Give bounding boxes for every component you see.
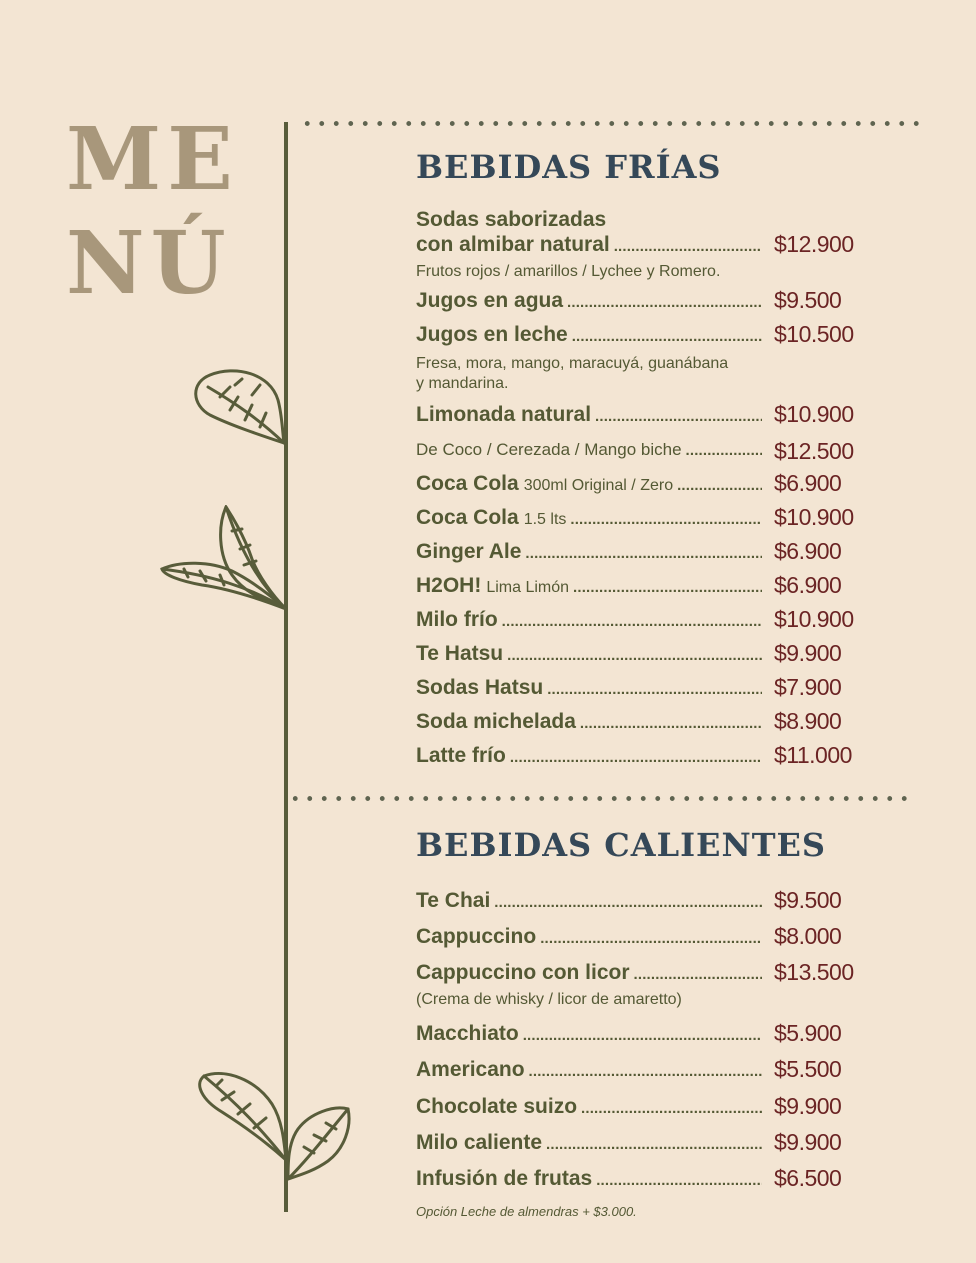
item-price: $12.900 [774, 231, 854, 257]
item-price: $9.900 [774, 1093, 842, 1119]
dot-leader [546, 1131, 762, 1155]
item-name: Americano [416, 1058, 525, 1081]
dot-leader [567, 289, 762, 313]
item-name: Cappuccino con licor [416, 961, 630, 984]
item-name: Coca Cola [416, 472, 519, 495]
item-name-sodas-line1: Sodas saborizadas [416, 208, 607, 231]
section-title-cold: BEBIDAS FRÍAS [416, 148, 722, 186]
leaf-icon [192, 1070, 292, 1165]
item-price: $6.900 [774, 538, 842, 564]
dotted-divider-top [300, 121, 924, 126]
menu-item [416, 710, 866, 740]
menu-item [416, 1058, 866, 1088]
item-price: $9.900 [774, 1129, 842, 1155]
dot-leader [540, 925, 762, 949]
item-name: Milo caliente [416, 1131, 543, 1154]
dot-leader [507, 642, 762, 666]
item-price: $9.500 [774, 287, 842, 313]
item-price: $8.900 [774, 708, 842, 734]
item-name: De Coco / Cerezada / Mango biche [416, 440, 682, 459]
dot-leader [677, 472, 762, 496]
dot-leader [570, 506, 762, 530]
item-name: Milo frío [416, 608, 498, 631]
leaf-icon [284, 1103, 354, 1183]
menu-item [416, 925, 866, 955]
menu-title-line2: NÚ [66, 213, 232, 314]
dot-leader [634, 961, 762, 985]
item-name: H2OH! [416, 574, 482, 597]
dot-leader [547, 676, 762, 700]
dot-leader [614, 233, 762, 257]
item-price: $5.900 [774, 1020, 842, 1046]
menu-item [416, 506, 866, 536]
menu-item [416, 1131, 866, 1161]
item-description: (Crema de whisky / licor de amaretto) [416, 991, 682, 1008]
menu-item [416, 289, 866, 319]
item-price: $10.900 [774, 606, 854, 632]
menu-title [66, 108, 239, 316]
item-name: Infusión de frutas [416, 1167, 593, 1190]
item-name: Te Hatsu [416, 642, 504, 665]
menu-item [416, 540, 866, 570]
dot-leader [596, 1167, 762, 1191]
item-name: Coca Cola [416, 506, 519, 529]
menu-item [416, 608, 866, 638]
item-price: $8.000 [774, 923, 842, 949]
item-price: $5.500 [774, 1056, 842, 1082]
item-name: con almibar natural [416, 233, 610, 256]
dotted-divider-middle [288, 796, 910, 801]
item-description: Frutos rojos / amarillos / Lychee y Romero. [416, 263, 721, 280]
dot-leader [581, 1095, 762, 1119]
dot-leader [510, 744, 762, 768]
item-name: Te Chai [416, 889, 491, 912]
item-price: $13.500 [774, 959, 854, 985]
menu-item [416, 744, 866, 774]
item-price: $10.900 [774, 401, 854, 427]
dot-leader [494, 889, 762, 913]
item-name: Soda michelada [416, 710, 576, 733]
menu-item [416, 1167, 866, 1197]
item-name: Chocolate suizo [416, 1095, 578, 1118]
dot-leader [573, 574, 762, 598]
menu-item [416, 403, 866, 433]
menu-item [416, 1095, 866, 1125]
dot-leader [523, 1022, 762, 1046]
item-description: Fresa, mora, mango, maracuyá, guanábana [416, 355, 729, 372]
item-name: Jugos en leche [416, 323, 568, 346]
dot-leader [572, 323, 762, 347]
menu-item [416, 440, 866, 470]
menu-item-sodas [416, 233, 866, 263]
item-detail: 1.5 lts [523, 511, 567, 528]
item-name: Ginger Ale [416, 540, 522, 563]
item-detail: 300ml Original / Zero [523, 477, 674, 494]
dot-leader [525, 540, 762, 564]
almond-milk-note: Opción Leche de almendras + $3.000. [416, 1204, 637, 1219]
item-price: $6.500 [774, 1165, 842, 1191]
dot-leader [502, 608, 762, 632]
leaf-icon [190, 365, 290, 450]
item-price: $7.900 [774, 674, 842, 700]
item-price: $6.900 [774, 470, 842, 496]
item-price: $6.900 [774, 572, 842, 598]
section-title-hot: BEBIDAS CALIENTES [416, 826, 826, 864]
menu-item [416, 676, 866, 706]
menu-item [416, 961, 866, 991]
menu-item [416, 642, 866, 672]
menu-item [416, 889, 866, 919]
item-name: Limonada natural [416, 403, 592, 426]
item-name: Jugos en agua [416, 289, 564, 312]
item-price: $12.500 [774, 438, 854, 464]
item-price: $11.000 [774, 742, 852, 768]
item-name: Sodas Hatsu [416, 676, 544, 699]
item-price: $10.900 [774, 504, 854, 530]
item-name: Cappuccino [416, 925, 537, 948]
menu-item [416, 1022, 866, 1052]
menu-item [416, 472, 866, 502]
item-name: Macchiato [416, 1022, 519, 1045]
menu-title-line1: ME [66, 109, 239, 210]
dot-leader [529, 1058, 762, 1082]
menu-item [416, 574, 866, 604]
item-description: y mandarina. [416, 375, 509, 392]
item-detail: Lima Limón [486, 579, 570, 596]
dot-leader [595, 403, 762, 427]
vine-stem [284, 122, 288, 1212]
menu-item [416, 323, 866, 353]
dot-leader [686, 440, 762, 460]
item-name: Latte frío [416, 744, 506, 767]
item-price: $9.500 [774, 887, 842, 913]
dot-leader [580, 710, 762, 734]
item-price: $9.900 [774, 640, 842, 666]
leaf-icon [160, 505, 290, 615]
item-price: $10.500 [774, 321, 854, 347]
